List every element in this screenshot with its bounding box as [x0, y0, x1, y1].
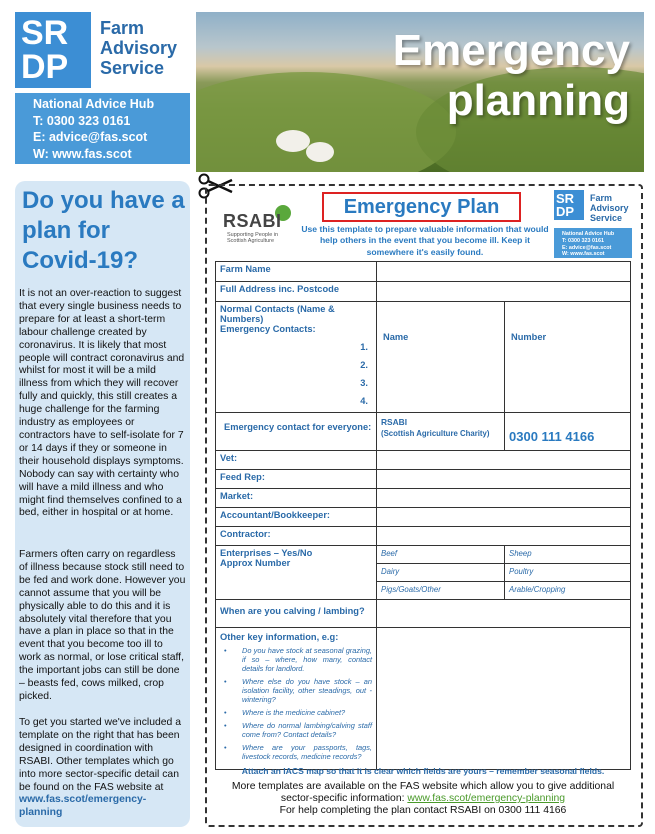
address-label: Full Address inc. Postcode [216, 282, 377, 302]
feed-rep-label: Feed Rep: [216, 470, 377, 489]
contacts-cell: Normal Contacts (Name & Numbers) Emergency Contacts: 1. 2. 3. 4. [216, 302, 377, 413]
logo-words: Farm Advisory Service [100, 18, 178, 78]
accountant-field[interactable] [377, 508, 631, 527]
sidebar-para-2: Farmers often carry on regardless of illness because stock still need to be fed and work done. However you cannot assume that you will be physically able to do this and it is absolutely vital therefore that you have a plan in place so that in the event that you become too ill to work as normal, or lose critical staff, the important jobs can still be done – beasts fed, cows milked, crop picked. [19, 549, 186, 702]
sidebar-para-3: To get you started we've included a template on the right that has been designed in coordination with RSABI. Other templates which go into more sector-specific detail can be found on the FAS website at www.fas.scot/emergency-planning [19, 717, 181, 819]
enterprise-sheep[interactable]: Sheep [505, 546, 631, 564]
other-info-field[interactable] [377, 628, 631, 770]
emergency-contacts-label: Emergency Contacts: [220, 324, 316, 334]
sheep-icon [306, 142, 334, 162]
contact-number-column[interactable]: Number [505, 302, 631, 413]
hub-email[interactable]: E: advice@fas.scot [33, 130, 148, 144]
fas-logo [15, 12, 190, 87]
mini-hub: National Advice Hub T: 0300 323 0161 E: advice@fas.scot W: www.fas.scot [554, 228, 632, 258]
accountant-label: Accountant/Bookkeeper: [216, 508, 377, 527]
enterprise-pigs[interactable]: Pigs/Goats/Other [377, 582, 505, 600]
rsabi-logo: RSABI Supporting People in Scottish Agriculture [223, 205, 293, 245]
sidebar-para-1: It is not an over-reaction to suggest that every single business needs to prepare for at least a short-term labour challenge created by coronavirus. It is likely that most people will contract coronavirus and whilst for most it will be a mild illness from which they will recover fully and quickly, this still creates a huge challenge for the farming industry as employees or contractors have to self-isolate for 7 or 14 days if they or someone in their household displays symptoms. Nobody can say with certainty who will have a mild illness and who might find themselves confined to a bed, either in hospital or at home. [19, 288, 185, 519]
iacs-note: Attach an IACS map so that it is clear which fields are yours – remember seasonal fields. [241, 766, 605, 776]
list-item: • Do you have stock at seasonal grazing, if so – where, how many, contact details for landlord. [220, 646, 372, 673]
enterprise-poultry[interactable]: Poultry [505, 564, 631, 582]
advice-hub-box [15, 93, 190, 164]
hub-title: National Advice Hub [33, 97, 155, 111]
vet-field[interactable] [377, 451, 631, 470]
calving-field[interactable] [377, 600, 631, 628]
market-field[interactable] [377, 489, 631, 508]
contractor-label: Contractor: [216, 527, 377, 546]
list-item: • Where do normal lambing/calving staff come from? Contact details? [220, 721, 372, 739]
calving-label: When are you calving / lambing? [216, 600, 377, 628]
hero-image [196, 12, 644, 172]
sidebar-link[interactable]: www.fas.scot/emergency-planning [19, 794, 147, 819]
vet-label: Vet: [216, 451, 377, 470]
market-label: Market: [216, 489, 377, 508]
other-info-list [220, 646, 372, 761]
feed-rep-field[interactable] [377, 470, 631, 489]
contact-name-column[interactable]: Name [377, 302, 505, 413]
form-footer: More templates are available on the FAS website which allow you to give additional sector-specific information: www.fas.scot/emergency-planning For help completing the plan contact RSABI on 0300 111 4166 [215, 781, 631, 817]
rsabi-contact-cell: RSABI (Scottish Agriculture Charity) [377, 413, 505, 451]
farm-name-field[interactable] [377, 262, 631, 282]
enterprise-dairy[interactable]: Dairy [377, 564, 505, 582]
enterprise-arable[interactable]: Arable/Cropping [505, 582, 631, 600]
other-info-cell: Other key information, e.g: • Do you have stock at seasonal grazing, if so – where, how many, contact details for landlord. • Where else do you have stock – an isolation facility, other steadings, out -wintering? • Where is the medicine cabinet? • Where do normal lambing/calving staff come from? Contact details? • Where are your passports, tags, livestock records, medicine records? [216, 628, 377, 770]
fas-mini-logo: SR DP Farm Advisory Service National Advice Hub T: 0300 323 0161 E: advice@fas.scot W: www.fas.scot [554, 190, 632, 260]
sheep-icon [276, 130, 310, 152]
list-item: • Where else do you have stock – an isolation facility, other steadings, out -wintering? [220, 677, 372, 704]
hub-web[interactable]: W: www.fas.scot [33, 146, 132, 161]
logo-letters-bottom: DP [21, 48, 69, 86]
logo-mark [15, 12, 91, 88]
enterprises-cell: Enterprises – Yes/No Approx Number [216, 546, 377, 600]
emergency-plan-title: Emergency Plan [322, 192, 521, 222]
plan-intro: Use this template to prepare valuable information that would help others in the event that you become ill. Keep it somewhere it's easily found. [301, 224, 549, 257]
normal-contacts-label: Normal Contacts (Name & Numbers) [220, 304, 335, 324]
farm-name-label: Farm Name [216, 262, 377, 282]
list-item: • Where is the medicine cabinet? [220, 708, 372, 717]
footer-link[interactable]: www.fas.scot/emergency-planning [407, 793, 566, 804]
enterprise-beef[interactable]: Beef [377, 546, 505, 564]
list-item: • Where are your passports, tags, livestock records, medicine records? [220, 743, 372, 761]
emergency-everyone-cell: Emergency contact for everyone: [216, 413, 377, 451]
logo-letters-top: SR [21, 14, 69, 52]
emergency-plan-form [215, 261, 631, 770]
hero-title: Emergency planning [392, 26, 630, 125]
address-field[interactable] [377, 282, 631, 302]
rsabi-phone-cell: 0300 111 4166 [505, 413, 631, 451]
sidebar-heading: Do you have a plan for Covid-19? [22, 187, 185, 274]
hub-phone: T: 0300 323 0161 [33, 113, 131, 128]
footer-help: For help completing the plan contact RSABI on 0300 111 4166 [279, 805, 567, 816]
contractor-field[interactable] [377, 527, 631, 546]
